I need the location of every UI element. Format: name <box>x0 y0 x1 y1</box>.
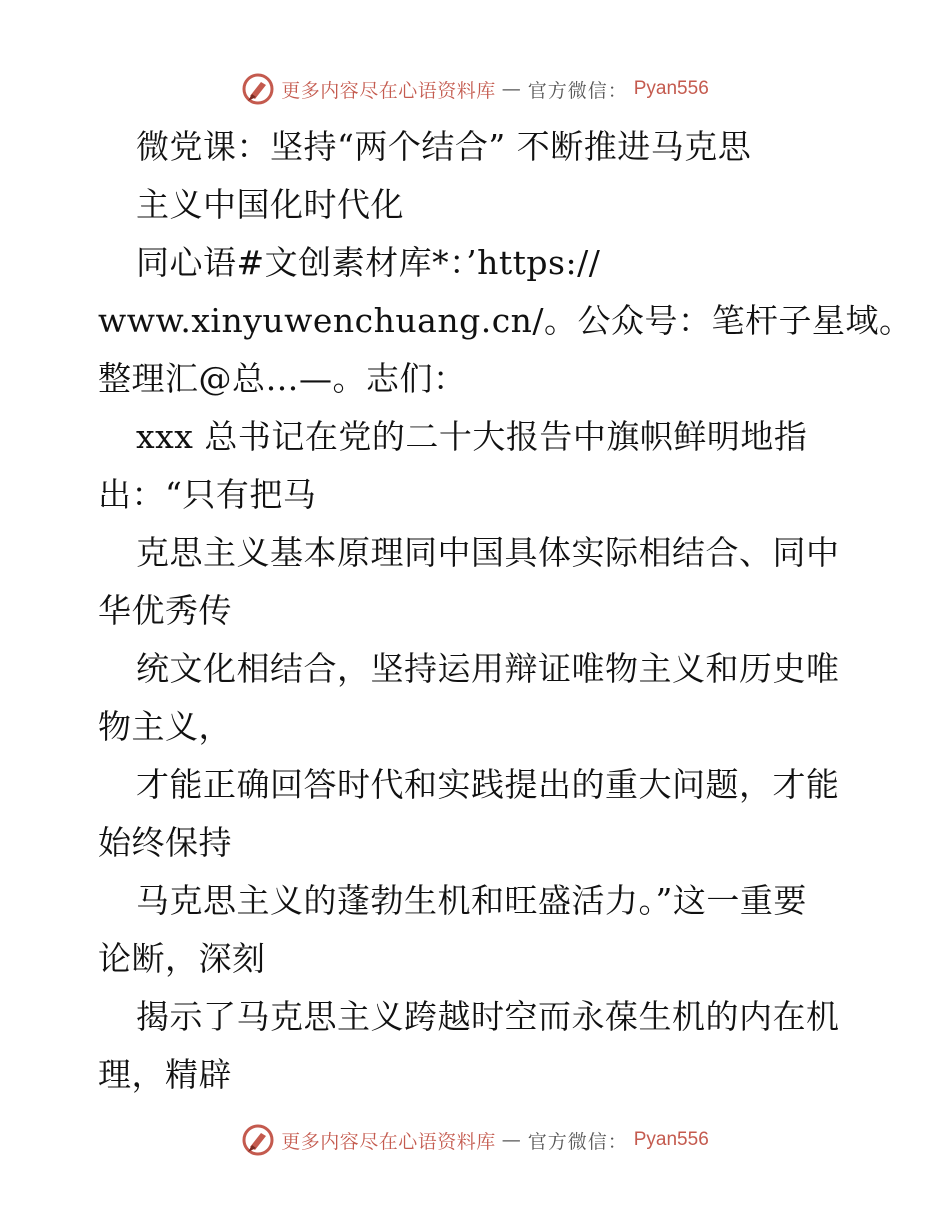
banner-wechat-label: 官方微信： <box>527 1130 628 1153</box>
banner-wechat-id: Pyan556 <box>633 78 709 99</box>
header-banner <box>0 72 950 106</box>
banner-dash: — <box>501 1129 522 1151</box>
text-line: 揭示了马克思主义跨越时空而永葆生机的内在机 <box>136 997 840 1036</box>
text-line: 才能正确回答时代和实践提出的重大问题，才能 <box>136 765 840 804</box>
text-line: 马克思主义的蓬勃生机和旺盛活力。”这一重要 <box>136 881 807 920</box>
logo-icon <box>241 72 275 106</box>
text-line: 理，精辟 <box>98 1055 232 1094</box>
text-line: www.xinyuwenchuang.cn/。公众号：笔杆子星域。 <box>98 301 913 340</box>
banner-dash: — <box>501 78 522 100</box>
banner-title: 更多内容尽在心语资料库 <box>281 79 496 102</box>
text-line: xxx 总书记在党的二十大报告中旗帜鲜明地指 <box>136 417 808 456</box>
text-line: 克思主义基本原理同中国具体实际相结合、同中 <box>136 533 840 572</box>
text-line: 论断，深刻 <box>98 939 266 978</box>
title-line-1: 微党课：坚持“两个结合” 不断推进马克思 <box>136 127 752 166</box>
logo-icon <box>241 1123 275 1157</box>
text-line: 出：“只有把马 <box>98 475 317 514</box>
text-line: 华优秀传 <box>98 591 232 630</box>
banner-wechat-id: Pyan556 <box>633 1129 709 1150</box>
text-line: 物主义， <box>98 707 232 746</box>
title-line-2: 主义中国化时代化 <box>136 185 404 224</box>
text-line: 整理汇@总…—。志们： <box>98 359 467 398</box>
document-body <box>98 118 913 1104</box>
banner-wechat-label: 官方微信： <box>527 79 628 102</box>
text-line: 始终保持 <box>98 823 232 862</box>
banner-title: 更多内容尽在心语资料库 <box>281 1130 496 1153</box>
text-line: 统文化相结合，坚持运用辩证唯物主义和历史唯 <box>136 649 840 688</box>
footer-banner <box>0 1123 950 1157</box>
text-line: 同心语#文创素材库*：’https:// <box>136 243 601 282</box>
